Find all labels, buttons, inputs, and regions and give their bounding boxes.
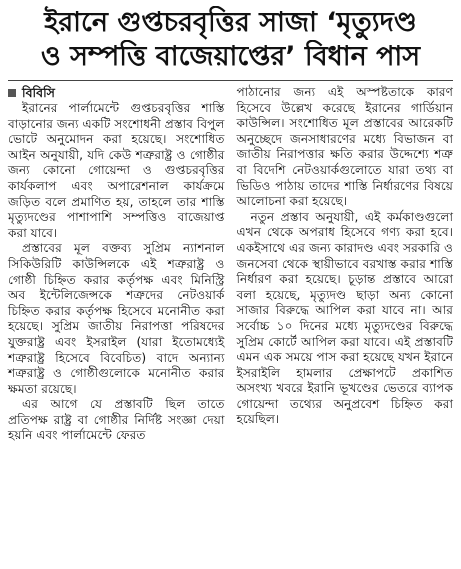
headline-line-1: ইরানে গুপ্তচরবৃত্তির সাজা ‘মৃত্যুদণ্ড [44,7,417,38]
byline-square-icon [8,89,16,97]
byline [8,85,225,101]
article-body [8,85,453,444]
byline-source: বিবিসি [22,85,55,100]
paragraph: প্রস্তাবের মূল বক্তব্য সুপ্রিম ন্যাশনাল সিকিউরিটি কাউন্সিলকে এই শত্রুরাষ্ট্র ও গোষ্ঠী চিহ্নিত করার কর্তৃপক্ষ এবং মিনিস্ট্রি অব ইন্টেলিজেন্সকে শত্রুদের নেটওয়ার্ক চিহ্নিত করার কর্তৃপক্ষ হিসেবে মনোনীত করা হয়েছে। সুপ্রিম জাতীয় নিরাপত্তা পরিষদের যুক্তরাষ্ট্র এবং ইসরাইল (যারা ইতোমধ্যেই শত্রুরাষ্ট্র হিসেবে বিবেচিত) বাদে অন্যান্য শত্রুরাষ্ট্র ও গোষ্ঠীগুলোকে মনোনীত করার ক্ষমতা রয়েছে। [8,241,225,396]
paragraph: পাঠানোর জন্য এই অস্পষ্টতাকে কারণ হিসেবে উল্লেখ করেছে ইরানের গার্ডিয়ান কাউন্সিল। সংশোধিত মূল প্রস্তাবের আরেকটি অনুচ্ছেদে জনসাধারণের মধ্যে বিভাজন বা জাতীয় নিরাপত্তার ক্ষতি করার উদ্দেশ্যে শত্রু বা বিদেশি নেটওয়ার্কগুলোতে যারা তথ্য বা ভিডিও পাঠায় তাদের শাস্তি নির্ধারণের বিষয়ে আলোচনা করা হয়েছে। [236,85,453,209]
headline-line-2: ও সম্পত্তি বাজেয়াপ্তের’ বিধান পাস [40,41,421,72]
paragraph: ইরানের পার্লামেন্টে গুপ্তচরবৃত্তির শাস্তি বাড়ানোর জন্য একটি সংশোধনী প্রস্তাব বিপুল ভোটে অনুমোদন করা হয়েছে। সংশোধিত আইন অনুযায়ী, যদি কেউ শত্রুরাষ্ট্র ও গোষ্ঠীর জন্য কোনো গোয়েন্দা ও গুপ্তচরবৃত্তির কার্যকলাপ এবং অপারেশনাল কার্যক্রমে জড়িত বলে প্রমাণিত হয়, তাহলে তার শাস্তি মৃত্যুদণ্ডের পাশাপাশি সম্পত্তিও বাজেয়াপ্ত করা যাবে। [8,101,225,240]
article-column-right [237,85,454,444]
article-column-left [8,85,225,444]
headline-divider [8,80,453,81]
paragraph: এর আগে যে প্রস্তাবটি ছিল তাতে প্রতিপক্ষ রাষ্ট্র বা গোষ্ঠীর নির্দিষ্ট সংজ্ঞা দেয়া হয়নি এবং পার্লামেন্টে ফেরত [8,397,225,443]
headline [8,6,453,74]
paragraph: নতুন প্রস্তাব অনুযায়ী, এই কর্মকাণ্ডগুলো এখন থেকে অপরাধ হিসেবে গণ্য করা হবে। একইসাথে এর জন্য কারাদণ্ড এবং সরকারি ও জনসেবা থেকে স্থায়ীভাবে বরখাস্ত করার শাস্তি নির্ধারণ করা হয়েছে। চূড়ান্ত প্রস্তাবে আরো বলা হয়েছে, মৃত্যুদণ্ড ছাড়া অন্য কোনো সাজার বিরুদ্ধে আপিল করা যাবে না। আর সর্বোচ্চ ১০ দিনের মধ্যে মৃত্যুদণ্ডের বিরুদ্ধে সুপ্রিম কোর্টে আপিল করা যাবে। এই প্রস্তাবটি এমন এক সময়ে পাস করা হয়েছে যখন ইরানে ইসরাইলি হামলার প্রেক্ষাপটে প্রকাশিত অসংখ্য খবরে ইরানি ভূখণ্ডের ভেতরে ব্যাপক গোয়েন্দা তথ্যের অনুপ্রবেশ চিহ্নিত করা হয়েছিল। [236,209,453,427]
